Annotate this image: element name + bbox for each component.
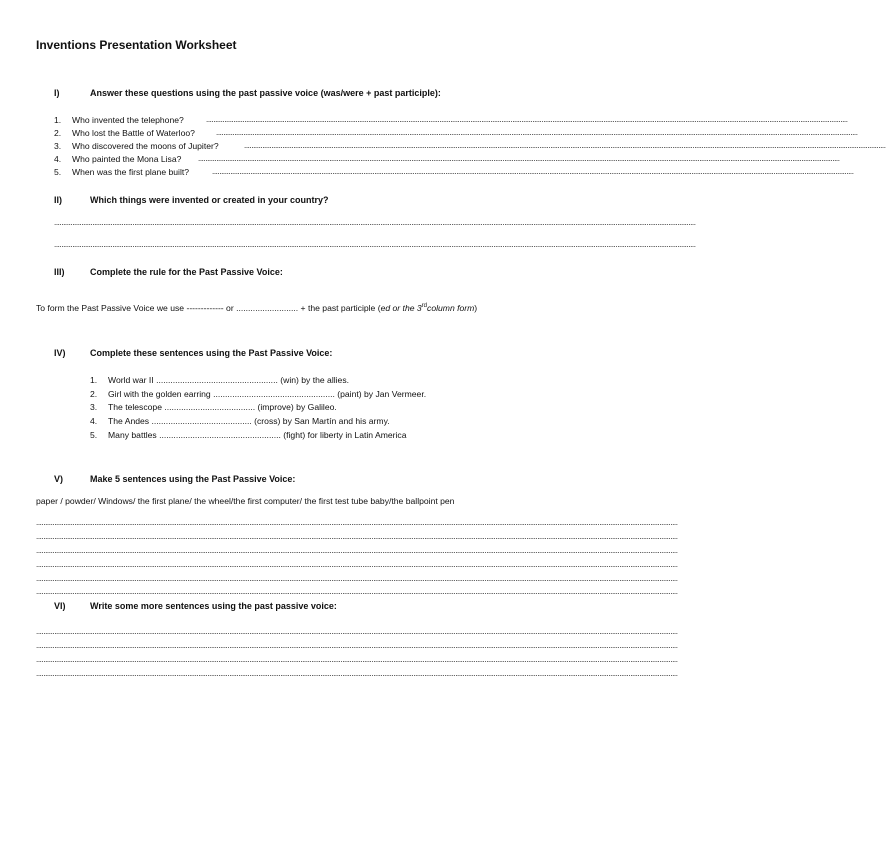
- answer-line-3[interactable]: ................................................................................................................................................................................................................................................................................................................................................................: [244, 141, 886, 150]
- section-5-heading: Make 5 sentences using the Past Passive Voice:: [90, 474, 296, 484]
- section-3-heading: Complete the rule for the Past Passive Voice:: [90, 267, 283, 277]
- rule-blank[interactable]: ..........................: [236, 303, 299, 313]
- sentence-1: 1. World war II ................................................... (win) by the allies.: [90, 375, 350, 385]
- section-2-number: II): [54, 195, 62, 205]
- sentence-write-line-1[interactable]: ................................................................................................................................................................................................................................................................................................................................................................: [36, 518, 678, 527]
- section-6-heading: Write some more sentences using the past passive voice:: [90, 601, 337, 611]
- extra-line-3[interactable]: ................................................................................................................................................................................................................................................................................................................................................................: [36, 655, 678, 664]
- question-3: 3. Who discovered the moons of Jupiter?: [54, 141, 219, 151]
- section-1-number: I): [54, 88, 60, 98]
- section-6-number: VI): [54, 601, 66, 611]
- sentence-2-blank[interactable]: ...................................................: [213, 389, 335, 399]
- country-line-2[interactable]: ................................................................................................................................................................................................................................................................................................................................................................: [54, 240, 696, 249]
- sentence-write-line-6[interactable]: ................................................................................................................................................................................................................................................................................................................................................................: [36, 587, 678, 596]
- question-5: 5. When was the first plane built?: [54, 167, 190, 177]
- section-5-number: V): [54, 474, 63, 484]
- sentence-write-line-5[interactable]: ................................................................................................................................................................................................................................................................................................................................................................: [36, 574, 678, 583]
- extra-line-1[interactable]: ................................................................................................................................................................................................................................................................................................................................................................: [36, 627, 678, 636]
- word-prompts: paper / powder/ Windows/ the first plane/ the wheel/the first computer/ the first test tube baby/the ballpoint pen: [36, 496, 455, 506]
- sentence-2: 2. Girl with the golden earring ................................................... (paint) by Jan Vermeer.: [90, 389, 427, 399]
- sentence-3: 3. The telescope ...................................... (improve) by Galileo.: [90, 402, 337, 412]
- extra-line-2[interactable]: ................................................................................................................................................................................................................................................................................................................................................................: [36, 641, 678, 650]
- section-4-heading: Complete these sentences using the Past Passive Voice:: [90, 348, 333, 358]
- sentence-5-blank[interactable]: ...................................................: [159, 430, 281, 440]
- worksheet-title: Inventions Presentation Worksheet: [36, 38, 237, 52]
- section-1-heading: Answer these questions using the past passive voice (was/were + past participle):: [90, 88, 441, 98]
- answer-line-4[interactable]: ................................................................................................................................................................................................................................................................................................................................................................: [198, 154, 840, 163]
- sentence-5: 5. Many battles ................................................... (fight) for liberty in Latin America: [90, 430, 407, 440]
- question-4: 4. Who painted the Mona Lisa?: [54, 154, 182, 164]
- sentence-4-blank[interactable]: ..........................................: [151, 416, 252, 426]
- section-3-number: III): [54, 267, 65, 277]
- sentence-1-blank[interactable]: ...................................................: [156, 375, 278, 385]
- extra-line-4[interactable]: ................................................................................................................................................................................................................................................................................................................................................................: [36, 669, 678, 678]
- sentence-write-line-2[interactable]: ................................................................................................................................................................................................................................................................................................................................................................: [36, 532, 678, 541]
- answer-line-1[interactable]: ................................................................................................................................................................................................................................................................................................................................................................: [206, 115, 848, 124]
- country-line-1[interactable]: ................................................................................................................................................................................................................................................................................................................................................................: [54, 218, 696, 227]
- sentence-4: 4. The Andes .......................................... (cross) by San Martín and his army.: [90, 416, 390, 426]
- section-4-number: IV): [54, 348, 66, 358]
- sentence-write-line-4[interactable]: ................................................................................................................................................................................................................................................................................................................................................................: [36, 560, 678, 569]
- answer-line-5[interactable]: ................................................................................................................................................................................................................................................................................................................................................................: [212, 167, 854, 176]
- sentence-write-line-3[interactable]: ................................................................................................................................................................................................................................................................................................................................................................: [36, 546, 678, 555]
- sentence-3-blank[interactable]: ......................................: [164, 402, 256, 412]
- answer-line-2[interactable]: ................................................................................................................................................................................................................................................................................................................................................................: [216, 128, 858, 137]
- section-2-heading: Which things were invented or created in your country?: [90, 195, 329, 205]
- question-1: 1. Who invented the telephone?: [54, 115, 184, 125]
- question-2: 2. Who lost the Battle of Waterloo?: [54, 128, 195, 138]
- past-passive-rule: To form the Past Passive Voice we use ------------- or .......................... + the past participle (ed or the 3rdcolumn form): [36, 303, 478, 313]
